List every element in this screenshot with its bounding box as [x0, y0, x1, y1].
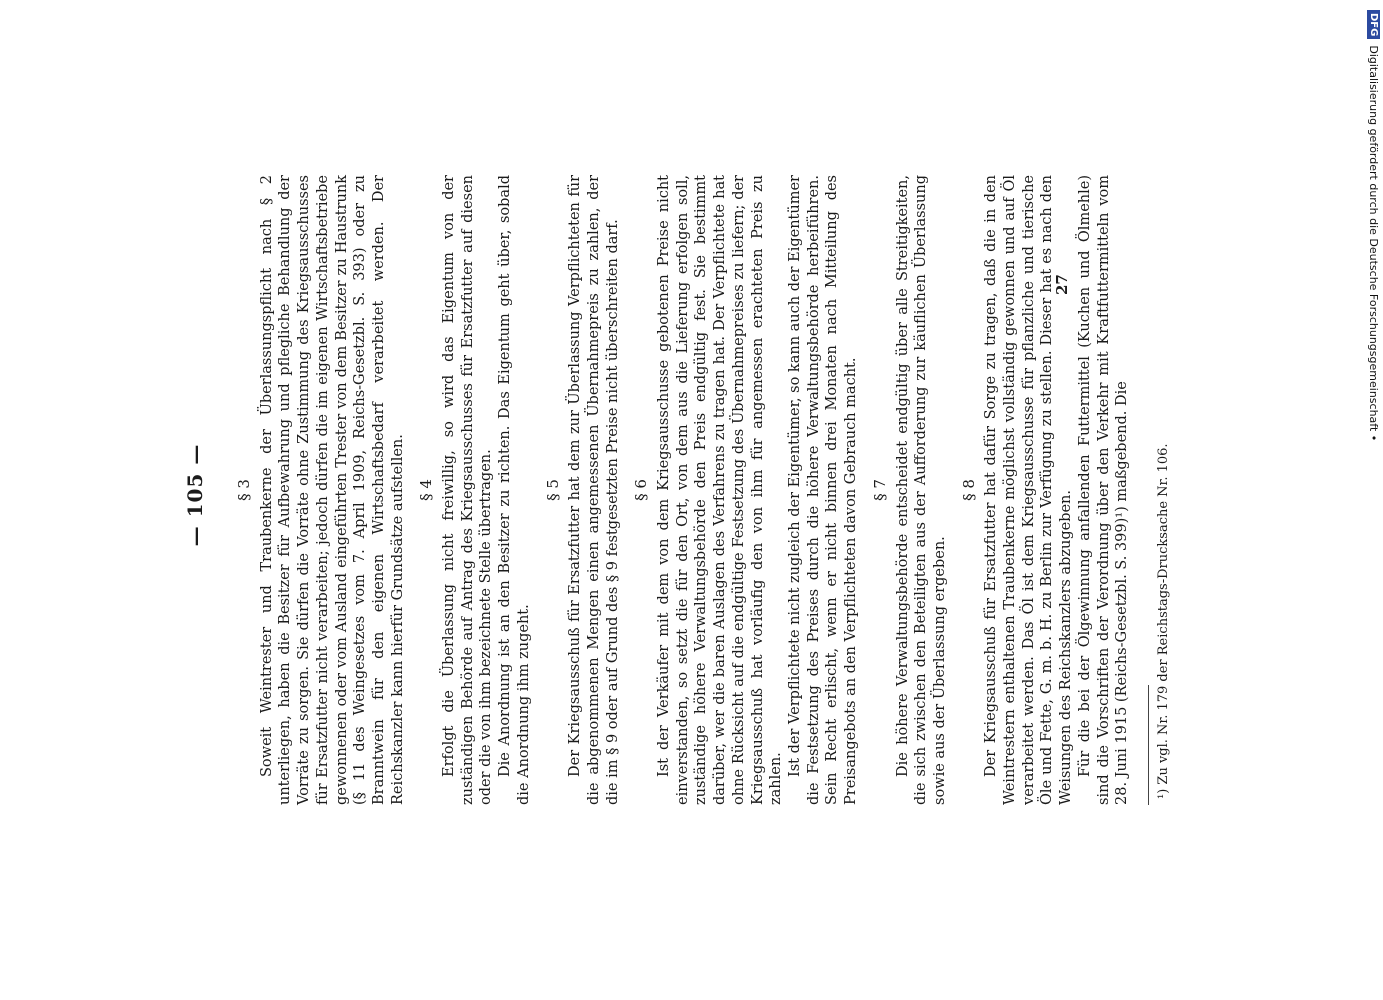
- section-paragraph: Für die bei der Ölgewinnung anfallenden Futtermittel (Kuchen und Ölmehle) sind die Vorschriften der Verordnung über den Verkehr mit Kraftfuttermitteln vom 28. Juni 1915 (Reichs-Gesetzbl. S. 399)¹) maßgebend. Die: [1076, 175, 1131, 805]
- funding-credit: [1365, 10, 1383, 990]
- section-paragraph: Erfolgt die Überlassung nicht freiwillig, so wird das Eigentum von der zuständigen Behörde auf Antrag des Kriegsausschusses für Ersatzfutter auf diesen oder die von ihm bezeichnete Stelle übertragen.: [441, 175, 495, 805]
- section-paragraph: Ist der Verpflichtete nicht zugleich der Eigentümer, so kann auch der Eigentümer die Festsetzung des Preises durch die höhere Verwaltungsbehörde herbeiführen. Sein Recht erlischt, wenn er nicht binnen drei Monaten nach Mitteilung des Preisangebots an den Verpflichteten davon Gebrauch macht.: [786, 175, 860, 805]
- section-heading: § 6: [632, 479, 651, 501]
- dfg-logo: DFG: [1368, 10, 1381, 39]
- page-body: [183, 165, 1183, 825]
- section-paragraph: Die Anordnung ist an den Besitzer zu richten. Das Eigentum geht über, sobald die Anordnung ihm zugeht.: [497, 175, 532, 805]
- footnote: ¹) Zu vgl. Nr. 179 der Reichstags-Drucksache Nr. 106.: [1155, 443, 1171, 799]
- section-heading: § 4: [417, 479, 436, 501]
- section-paragraph: Die höhere Verwaltungsbehörde entscheidet endgültig über alle Streitigkeiten, die sich zwischen den Beteiligten aus der Aufforderung zur käuflichen Überlassung sowie aus der Überlassung ergeben.: [894, 175, 948, 805]
- section-heading: § 5: [543, 479, 562, 501]
- rotated-page: [183, 0, 1171, 825]
- signature-mark: 27: [1053, 274, 1071, 295]
- footnote-divider: [1148, 685, 1149, 805]
- section-heading: § 7: [870, 479, 889, 501]
- section-paragraph: Der Kriegsausschuß für Ersatzfutter hat dafür Sorge zu tragen, daß die in den Weintrestern enthaltenen Traubenkerne möglichst vollständig gewonnen und auf Öl verarbeitet werden. Das Öl ist dem Kriegsausschusse für pflanzliche und tierische Öle und Fette, G. m. b. H. zu Berlin zur Verfügung zu stellen. Dieser hat es nach den Weisungen des Reichskanzlers abzugeben.: [983, 175, 1075, 805]
- credit-text: Digitalisierung gefördert durch die Deutsche Forschungsgemeinschaft •: [1367, 45, 1381, 442]
- section-heading: § 8: [959, 479, 978, 501]
- section-paragraph: Ist der Verkäufer mit dem von dem Kriegsausschusse gebotenen Preise nicht einverstanden, so setzt die für den Ort, von dem aus die Lieferung erfolgen soll, zuständige höhere Verwaltungsbehörde den Preis endgültig fest. Sie bestimmt darüber, wer die baren Auslagen des Verfahrens zu tragen hat. Der Verpflichtete hat ohne Rücksicht auf die endgültige Festsetzung des Übernahmepreises zu liefern; der Kriegsausschuß hat vorläufig den von ihm für angemessen erachteten Preis zu zahlen.: [656, 175, 785, 805]
- section-paragraph: Soweit Weintrester und Traubenkerne der Überlassungspflicht nach § 2 unterliegen, haben die Besitzer für Aufbewahrung und pflegliche Behandlung der Vorräte zu sorgen. Sie dürfen die Vorräte ohne Zustimmung des Kriegsausschusses für Ersatzfutter nicht verarbeiten; jedoch dürfen die im eigenen Wirtschaftsbetriebe gewonnenen oder vom Ausland eingeführten Trester von dem Besitzer zu Haustrunk (§ 11 des Weingesetzes vom 7. April 1909, Reichs-Gesetzbl. S. 393) oder zu Branntwein für den eigenen Wirtschaftsbedarf verarbeitet werden. Der Reichskanzler kann hierfür Grundsätze aufstellen.: [258, 175, 406, 805]
- document-content: [225, 175, 1174, 805]
- section-heading: § 3: [235, 479, 253, 501]
- page-number: — 105 —: [183, 443, 207, 547]
- section-paragraph: Der Kriegsausschuß für Ersatzfutter hat dem zur Überlassung Verpflichteten für die abgenommenen Mengen einen angemessenen Übernahmepreis zu zahlen, der die im § 9 oder auf Grund des § 9 festgesetzten Preise nicht überschreiten darf.: [567, 175, 621, 805]
